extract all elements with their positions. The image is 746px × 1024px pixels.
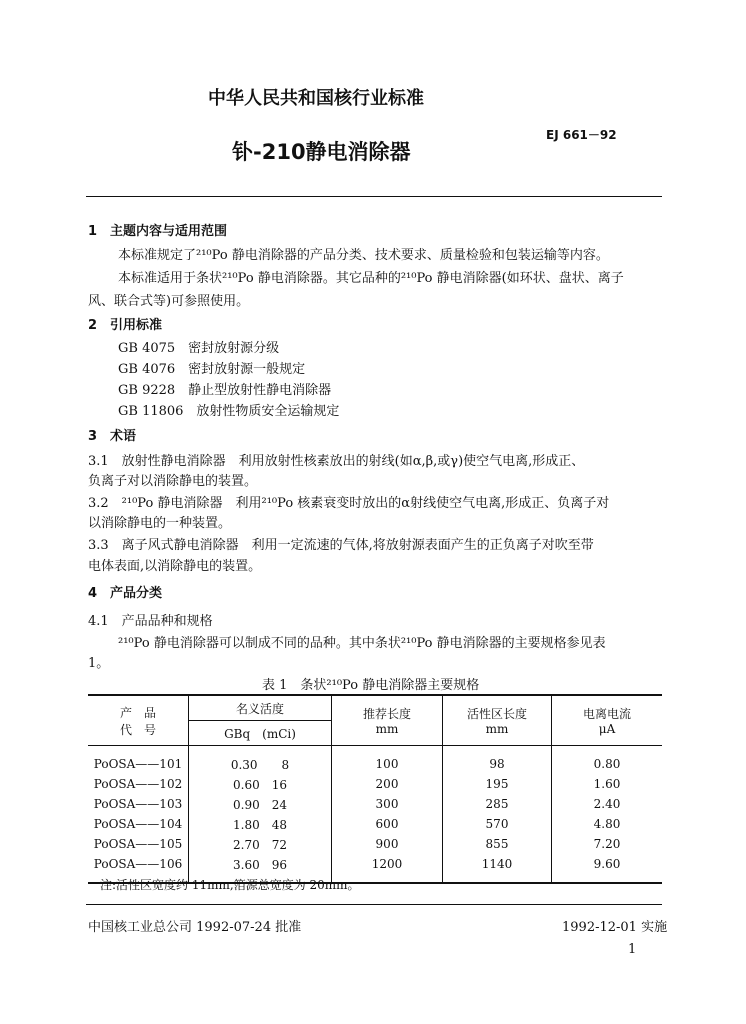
term: 电体表面,以消除静电的装置。 [88,559,262,574]
table-cell: 1.60 [552,774,663,794]
header-active-length: 活性区长度 [466,707,527,721]
table-row [88,774,662,794]
table-cell: PoOSA——106 [93,857,183,871]
paragraph: ²¹⁰Po 静电消除器可以制成不同的品种。其中条状²¹⁰Po 静电消除器的主要规格参见表 [118,636,606,651]
approval-text: 中国核工业总公司 1992-07-24 批准 [88,920,302,935]
reference: GB 4076 密封放射源一般规定 [118,362,306,377]
table-cell: 2.70 72 [189,834,332,854]
paragraph: 本标准规定了²¹⁰Po 静电消除器的产品分类、技术要求、质量检验和包装运输等内容。 [118,248,609,263]
table-cell: 2.40 [552,794,663,814]
table-row [88,814,662,834]
header-rule [86,196,662,197]
table-cell: PoOSA——105 [93,837,183,851]
section-1-heading: 1 主题内容与适用范围 [88,224,228,239]
org-title: 中华人民共和国核行业标准 [208,88,424,109]
table-cell: 200 [332,774,443,794]
header-activity: 名义活度 [189,695,332,721]
table-row [88,746,662,775]
table-caption: 表 1 条状²¹⁰Po 静电消除器主要规格 [262,678,480,693]
doc-code: EJ 661－92 [546,128,617,142]
header-length: 推荐长度 [362,707,411,721]
spec-table [88,694,662,884]
table-cell: PoOSA——103 [93,797,183,811]
table-cell: PoOSA——102 [93,777,183,791]
table-cell: 0.30 8 [189,746,332,775]
header-code: 产 品 [119,705,156,720]
header-current-unit: μA [598,722,616,736]
table-cell: PoOSA——101 [93,757,183,771]
header-active-unit: mm [485,722,509,736]
term: 负离子对以消除静电的装置。 [88,474,258,489]
table-cell: 600 [332,814,443,834]
effective-text: 1992-12-01 实施 [562,920,668,935]
section-4-heading: 4 产品分类 [88,586,163,601]
header-length-unit: mm [375,722,399,736]
table-cell: 570 [443,814,552,834]
header-activity-units: GBq (mCi) [189,721,332,746]
paragraph: 风、联合式等)可参照使用。 [88,294,250,309]
reference: GB 4075 密封放射源分级 [118,341,280,356]
paragraph: 本标准适用于条状²¹⁰Po 静电消除器。其它品种的²¹⁰Po 静电消除器(如环状、盘状、离子 [118,271,624,286]
table-cell: 0.60 16 [189,774,332,794]
table-cell: 1.80 48 [189,814,332,834]
table-cell: 300 [332,794,443,814]
term: 3.3 离子风式静电消除器 利用一定流速的气体,将放射源表面产生的正负离子对吹至带 [88,538,594,553]
term: 以消除静电的一种装置。 [88,516,232,531]
table-row [88,834,662,854]
reference: GB 9228 静止型放射性静电消除器 [118,383,332,398]
section-2-heading: 2 引用标准 [88,318,163,333]
table-cell: 1140 [443,854,552,883]
paragraph: 1。 [88,656,110,671]
doc-title: 钋-210静电消除器 [232,140,411,164]
term: 3.2 ²¹⁰Po 静电消除器 利用²¹⁰Po 核素衰变时放出的α射线使空气电离,形成正、负离子对 [88,496,610,511]
reference: GB 11806 放射性物质安全运输规定 [118,404,340,419]
header-code: 代 号 [119,722,156,737]
table-cell: 900 [332,834,443,854]
table-cell: 195 [443,774,552,794]
section-3-heading: 3 术语 [88,429,137,444]
table-cell: PoOSA——104 [93,817,183,831]
table-row [88,794,662,814]
table-cell: 0.90 24 [189,794,332,814]
footer-rule [86,904,662,905]
term: 3.1 放射性静电消除器 利用放射性核素放出的射线(如α,β,或γ)使空气电离,形成正、 [88,454,585,469]
table-cell: 285 [443,794,552,814]
table-cell: 4.80 [552,814,663,834]
page-number: 1 [628,942,637,957]
table-cell: 98 [443,746,552,775]
table-cell: 100 [332,746,443,775]
header-current: 电离电流 [582,707,631,721]
table-cell: 7.20 [552,834,663,854]
table-note: 注:活性区宽度约 11mm,箔源总宽度为 20mm。 [100,878,360,892]
table-cell: 1200 [332,854,443,883]
subsection-heading: 4.1 产品品种和规格 [88,614,213,629]
table-cell: 855 [443,834,552,854]
table-cell: 3.60 96 [189,854,332,883]
table-cell: 0.80 [552,746,663,775]
table-cell: 9.60 [552,854,663,883]
